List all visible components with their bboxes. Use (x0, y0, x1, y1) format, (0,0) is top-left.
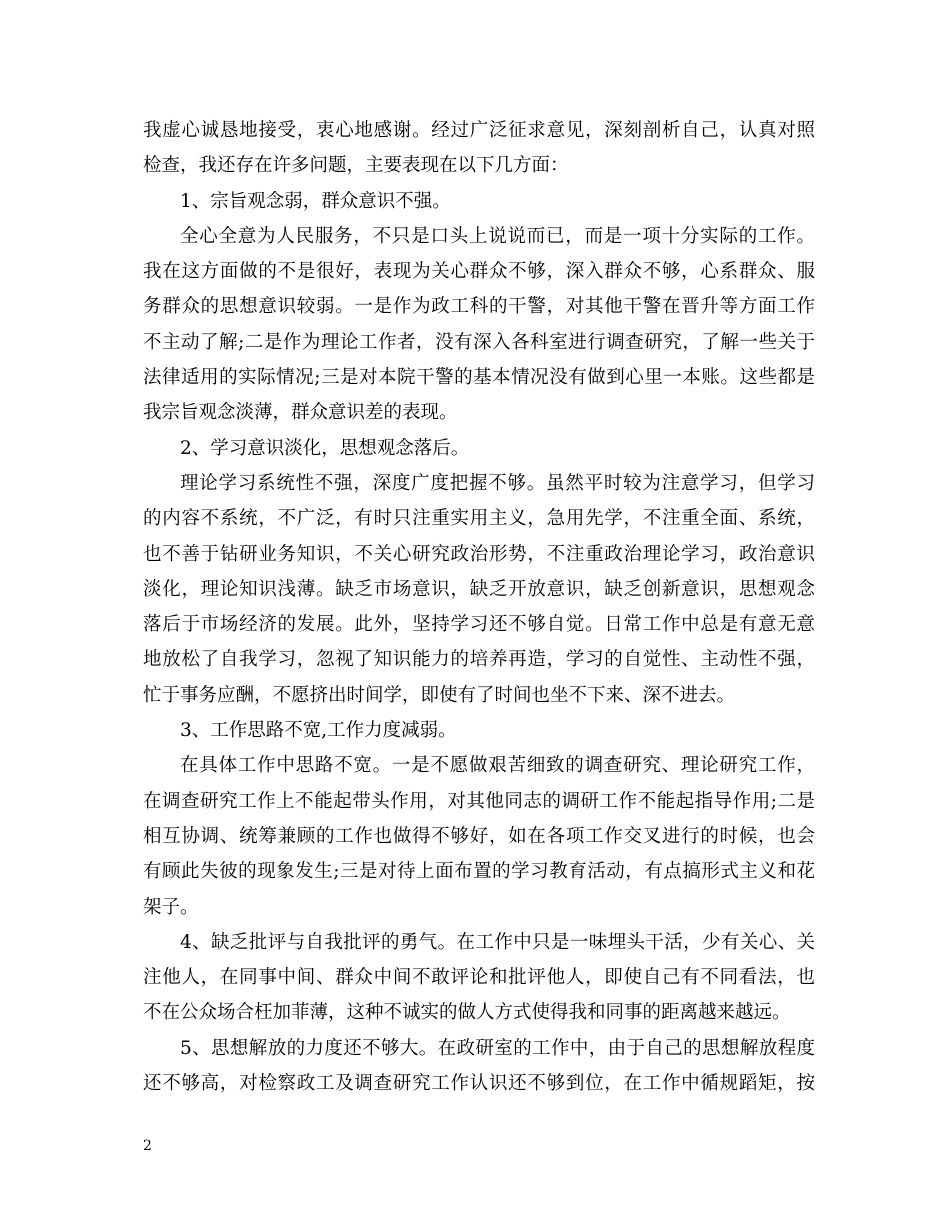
text-line: 相互协调、统筹兼顾的工作也做得不够好，如在各项工作交叉进行的时候，也会 (143, 825, 815, 847)
text-line: 2、学习意识淡化，思想观念落后。 (180, 437, 470, 459)
text-line: 在调查研究工作上不能起带头作用，对其他同志的调研工作不能起指导作用;二是 (143, 790, 815, 812)
text-line: 3、工作思路不宽,工作力度减弱。 (180, 720, 457, 742)
text-line: 的内容不系统，不广泛，有时只注重实用主义，急用先学，不注重全面、系统， (143, 508, 815, 530)
text-line: 落后于市场经济的发展。此外，坚持学习还不够自觉。日常工作中总是有意无意 (143, 614, 815, 636)
text-line: 理论学习系统性不强，深度广度把握不够。虽然平时较为注意学习，但学习 (180, 472, 815, 494)
text-line: 忙于事务应酬，不愿挤出时间学，即使有了时间也坐不下来、深不进去。 (143, 684, 736, 706)
text-line: 淡化，理论知识浅薄。缺乏市场意识，缺乏开放意识，缺乏创新意识，思想观念 (143, 578, 815, 600)
text-line: 架子。 (143, 896, 199, 918)
text-line: 4、缺乏批评与自我批评的勇气。在工作中只是一味埋头干活，少有关心、关 (180, 931, 815, 953)
text-line: 务群众的思想意识较弱。一是作为政工科的干警，对其他干警在晋升等方面工作 (143, 296, 815, 318)
page-number: 2 (143, 1138, 152, 1154)
text-line: 不主动了解;二是作为理论工作者，没有深入各科室进行调查研究，了解一些关于 (143, 331, 815, 353)
text-line: 我宗旨观念淡薄，群众意识差的表现。 (143, 402, 458, 424)
text-line: 在具体工作中思路不宽。一是不愿做艰苦细致的调查研究、理论研究工作， (180, 755, 815, 777)
text-line: 地放松了自我学习，忽视了知识能力的培养再造，学习的自觉性、主动性不强， (143, 649, 815, 671)
text-line: 1、宗旨观念弱，群众意识不强。 (180, 190, 451, 212)
text-line: 检查，我还存在许多问题，主要表现在以下几方面： (143, 155, 569, 177)
text-line: 还不够高，对检察政工及调查研究工作认识还不够到位，在工作中循规蹈矩，按 (143, 1073, 815, 1095)
text-line: 我在这方面做的不是很好，表现为关心群众不够，深入群众不够，心系群众、服 (143, 261, 815, 283)
text-line: 我虚心诚恳地接受，衷心地感谢。经过广泛征求意见，深刻剖析自己，认真对照 (143, 120, 815, 141)
text-line: 不在公众场合枉加菲薄，这种不诚实的做人方式使得我和同事的距离越来越远。 (143, 1002, 791, 1024)
text-line: 全心全意为人民服务，不只是口头上说说而已，而是一项十分实际的工作。 (180, 225, 815, 247)
text-line: 法律适用的实际情况;三是对本院干警的基本情况没有做到心里一本账。这些都是 (143, 367, 815, 389)
text-line: 也不善于钻研业务知识，不关心研究政治形势，不注重政治理论学习，政治意识 (143, 543, 815, 565)
text-line: 5、思想解放的力度还不够大。在政研室的工作中，由于自己的思想解放程度 (180, 1037, 815, 1059)
text-line: 有顾此失彼的现象发生;三是对待上面布置的学习教育活动，有点搞形式主义和花 (143, 861, 815, 883)
text-line: 注他人，在同事中间、群众中间不敢评论和批评他人，即使自己有不同看法，也 (143, 967, 815, 989)
document-body (143, 116, 815, 1104)
